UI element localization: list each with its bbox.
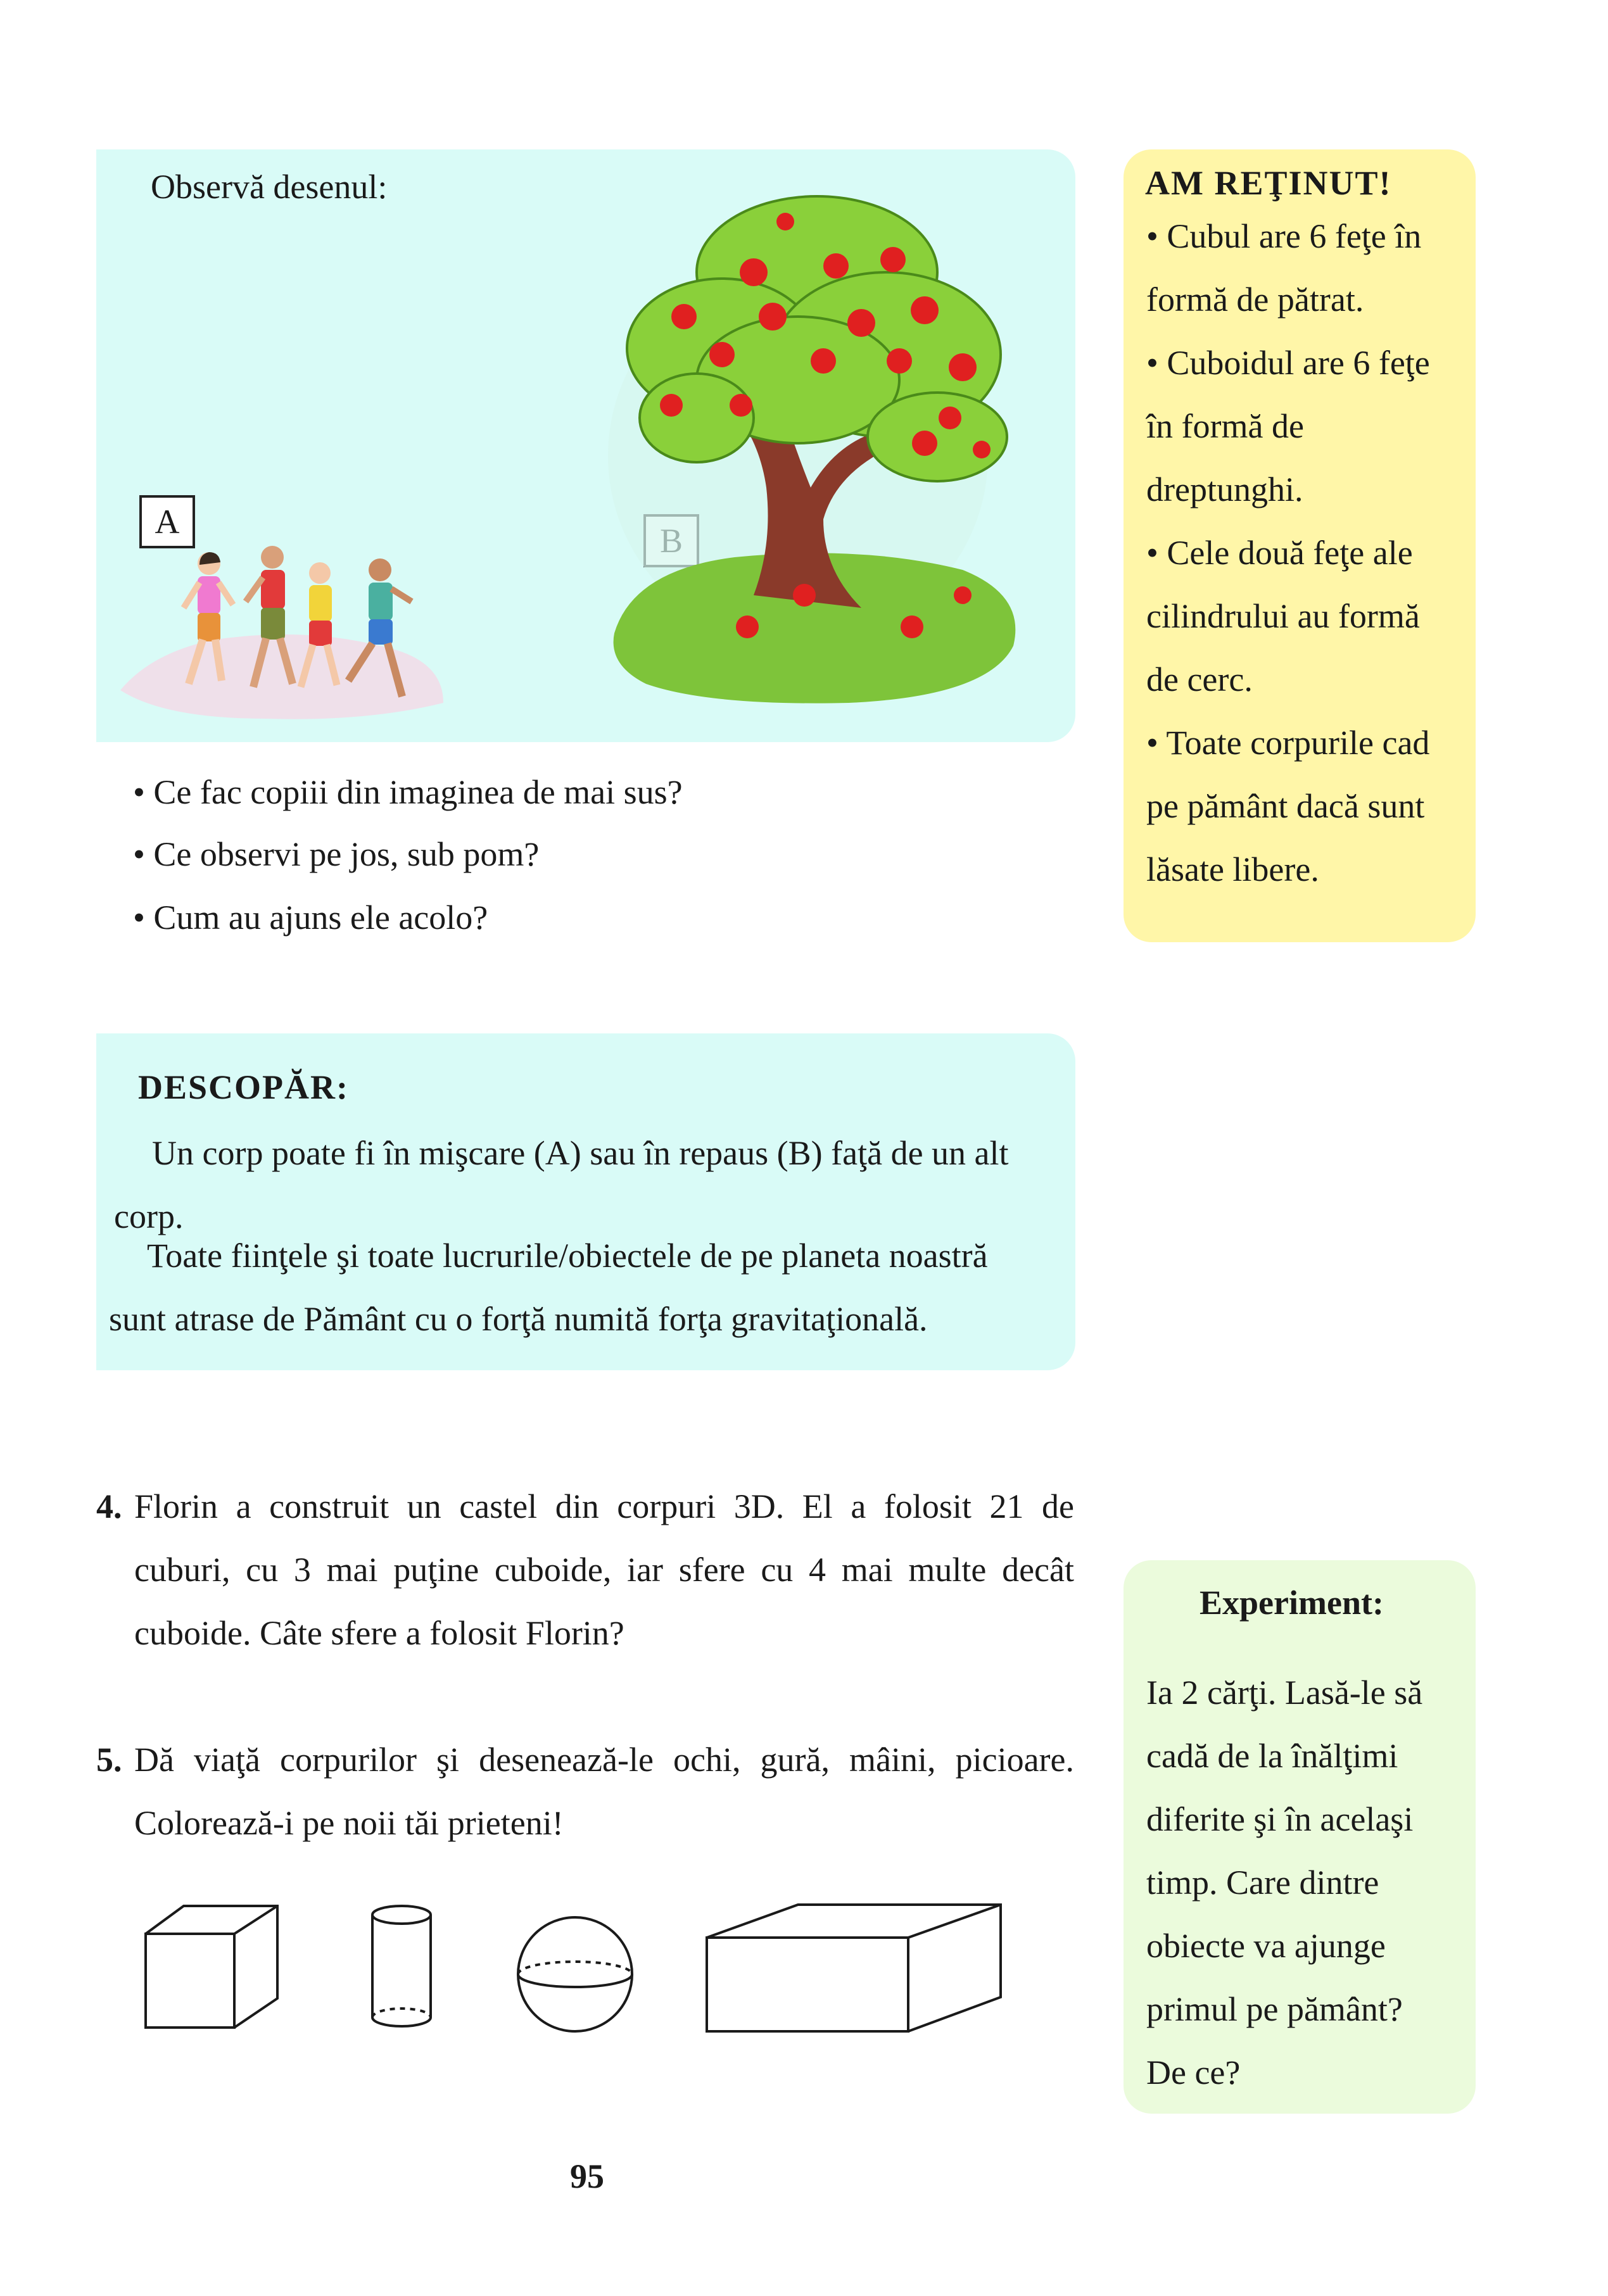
am-retinut-line-7: cilindrului au formă [1146,597,1420,635]
cylinder-shape [369,1903,438,2030]
apple-tree-illustration [608,190,1032,716]
am-retinut-line-8: de cerc. [1146,660,1253,698]
descopar-line-4: sunt atrase de Pământ cu o forţă numită forţa gravitaţională. [109,1300,928,1338]
running-children-illustration [114,545,456,728]
am-retinut-line-2: formă de pătrat. [1146,281,1364,319]
am-retinut-line-4: în formă de [1146,407,1304,445]
am-retinut-line-3: • Cuboidul are 6 feţe [1146,344,1430,382]
am-retinut-line-11: lăsate libere. [1146,850,1319,888]
experiment-line-3: diferite şi în acelaşi [1146,1800,1414,1838]
sphere-shape [516,1915,636,2035]
question-3: • Cum au ajuns ele acolo? [133,899,488,937]
cuboid-shape [704,1902,1008,2035]
am-retinut-line-5: dreptunghi. [1146,470,1303,508]
experiment-line-1: Ia 2 cărţi. Lasă-le să [1146,1674,1423,1712]
exercise-4-line-2: cuburi, cu 3 mai puţine cuboide, iar sfere cu 4 mai multe decât [134,1551,1074,1589]
am-retinut-line-9: • Toate corpurile cad [1146,724,1430,762]
exercise-5-line-2: Colorează-i pe noii tăi prieteni! [134,1804,564,1842]
exercise-5-number: 5. [96,1741,122,1779]
observe-heading: Observă desenul: [151,168,388,206]
experiment-line-5: obiecte va ajunge [1146,1927,1386,1965]
descopar-line-2: corp. [114,1197,184,1235]
exercise-4-number: 4. [96,1487,122,1525]
descopar-line-3: Toate fiinţele şi toate lucrurile/obiectele de pe planeta noastră [147,1237,988,1275]
experiment-title: Experiment: [1200,1584,1384,1622]
exercise-4-line-1: Florin a construit un castel din corpuri 3D. El a folosit 21 de [134,1487,1074,1525]
label-a: A [139,495,195,548]
experiment-line-7: De ce? [1146,2053,1241,2091]
am-retinut-line-6: • Cele două feţe ale [1146,534,1413,572]
am-retinut-line-10: pe pământ dacă sunt [1146,787,1425,825]
am-retinut-title: AM REŢINUT! [1145,164,1392,202]
cube-shape [144,1903,284,2030]
question-1: • Ce fac copiii din imaginea de mai sus? [133,773,683,811]
am-retinut-line-1: • Cubul are 6 feţe în [1146,217,1422,255]
experiment-line-6: primul pe pământ? [1146,1990,1403,2028]
descopar-title: DESCOPĂR: [138,1068,350,1106]
experiment-line-2: cadă de la înălţimi [1146,1737,1398,1775]
exercise-4-line-3: cuboide. Câte sfere a folosit Florin? [134,1614,624,1652]
page-number: 95 [570,2157,604,2195]
descopar-line-1: Un corp poate fi în mişcare (A) sau în repaus (B) faţă de un alt [152,1134,1009,1172]
question-2: • Ce observi pe jos, sub pom? [133,835,540,873]
experiment-line-4: timp. Care dintre [1146,1864,1379,1902]
exercise-5-line-1: Dă viaţă corpurilor şi desenează-le ochi, gură, mâini, picioare. [134,1741,1074,1779]
